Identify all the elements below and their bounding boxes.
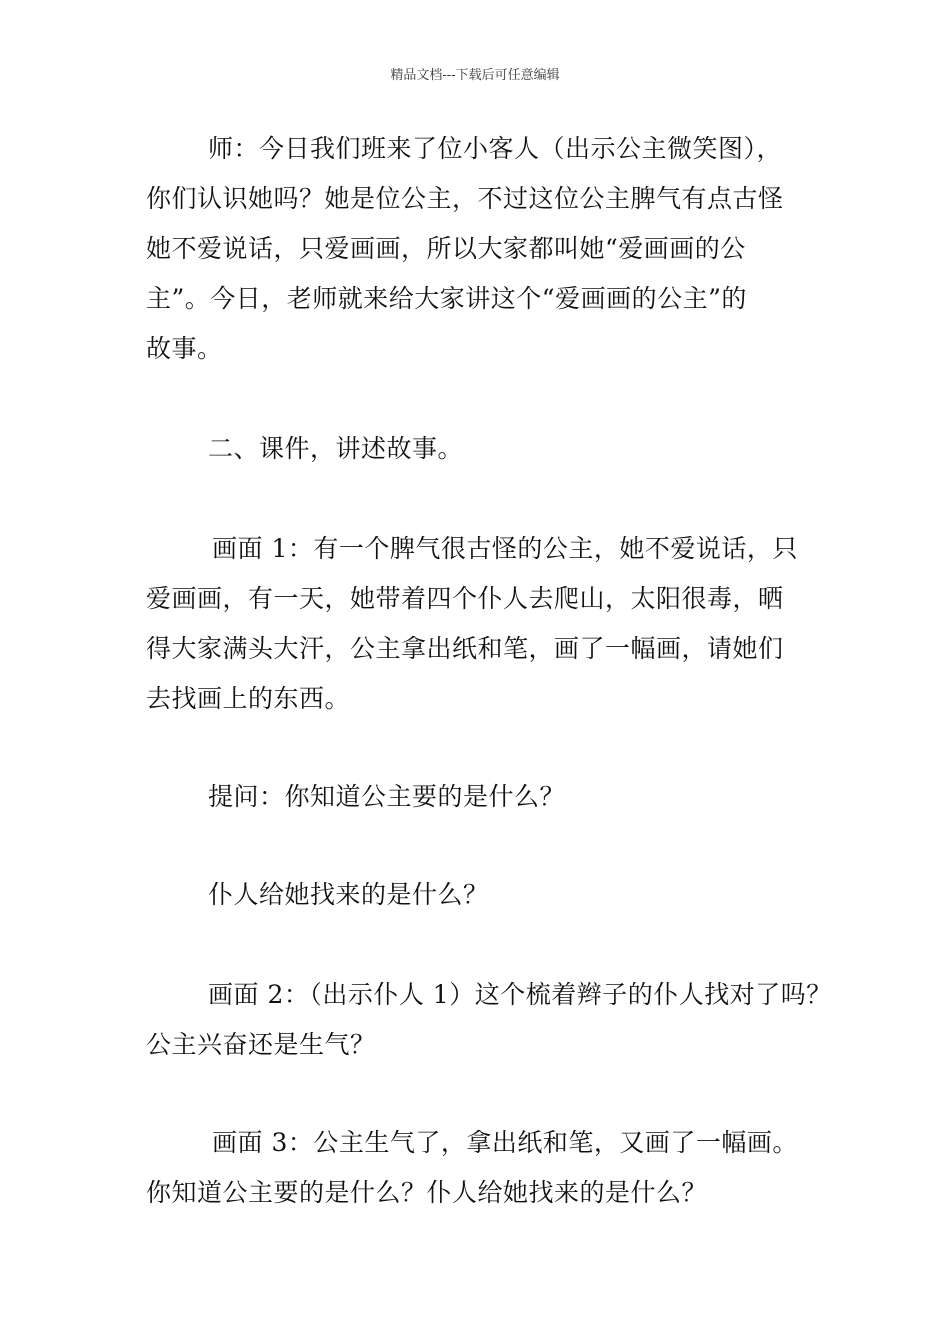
text-line: 师：今日我们班来了位小客人（出示公主微笑图）， [208, 134, 783, 163]
paragraph-scene-3 [146, 1118, 814, 1218]
text-line: 公主兴奋还是生气？ [146, 1030, 376, 1059]
text-line: 你知道公主要的是什么？仆人给她找来的是什么？ [146, 1178, 708, 1207]
paragraph-scene-1 [146, 524, 814, 724]
text-line: 画面 2：（出示仆人 1）这个梳着辫子的仆人找对了吗？ [208, 980, 832, 1009]
paragraph-teacher-intro [146, 124, 814, 374]
paragraph-question-2 [146, 870, 814, 920]
text-line: 画面 1：有一个脾气很古怪的公主，她不爱说话，只 [212, 534, 798, 563]
text-line: 主”。今日，老师就来给大家讲这个“爱画画的公主”的 [146, 284, 747, 313]
section-heading [146, 424, 814, 474]
text-line: 提问：你知道公主要的是什么？ [208, 782, 566, 811]
text-line: 得大家满头大汗，公主拿出纸和笔，画了一幅画，请她们 [146, 634, 784, 663]
text-line: 二、课件，讲述故事。 [208, 434, 464, 463]
text-line: 你们认识她吗？她是位公主，不过这位公主脾气有点古怪 [146, 184, 784, 213]
text-line: 她不爱说话，只爱画画，所以大家都叫她“爱画画的公 [146, 234, 746, 263]
page-header: 精品文档---下载后可任意编辑 [390, 68, 560, 83]
text-line: 去找画上的东西。 [146, 684, 351, 713]
text-line: 仆人给她找来的是什么？ [208, 880, 489, 909]
text-line: 爱画画，有一天，她带着四个仆人去爬山，太阳很毒，晒 [146, 584, 784, 613]
paragraph-question-1 [146, 772, 814, 822]
paragraph-scene-2 [146, 970, 832, 1070]
text-line: 故事。 [146, 334, 223, 363]
text-line: 画面 3：公主生气了，拿出纸和笔，又画了一幅画。 [212, 1128, 798, 1157]
